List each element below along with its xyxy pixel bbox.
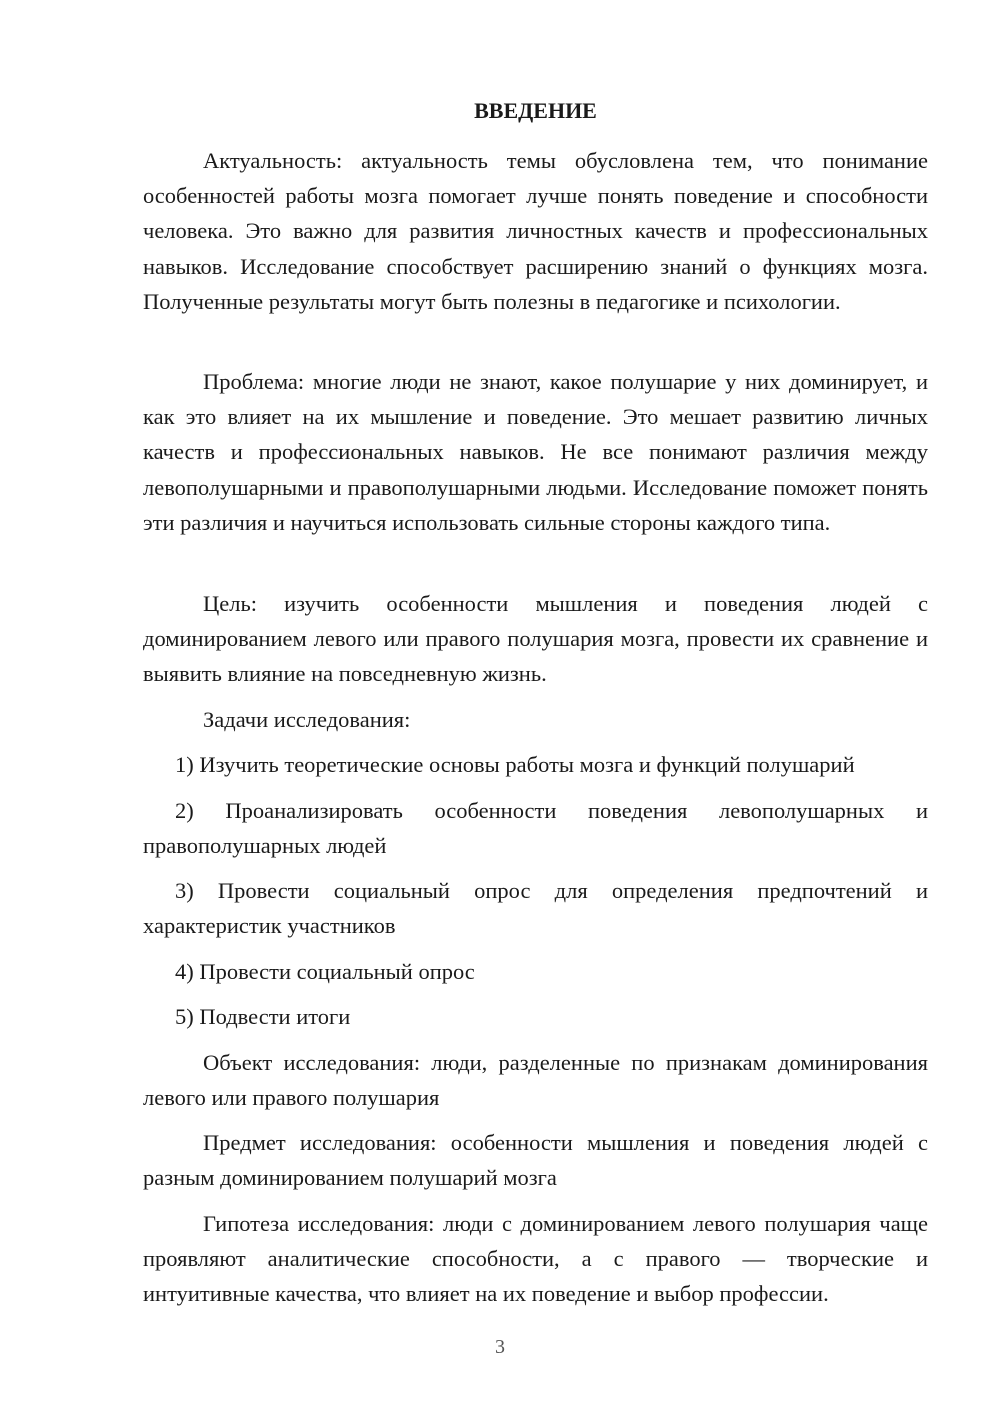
- page-title: ВВЕДЕНИЕ: [474, 98, 597, 123]
- paragraph-relevance: Актуальность: актуальность темы обусловлена тем, что понимание особенностей работы мозга помогает лучше понять поведение и способности человека. Это важно для развития личностных качеств и профессиональных навыков. Исследование способствует расширению знаний о функциях мозга. Полученные результаты могут быть полезны в педагогике и психологии.: [143, 148, 928, 314]
- list-item-task-4: 4) Провести социальный опрос: [175, 959, 475, 984]
- paragraph-problem: Проблема: многие люди не знают, какое полушарие у них доминирует, и как это влияет на их мышление и поведение. Это мешает развитию личных качеств и профессиональных навыков. Не все понимают различия между левополушарными и правополушарными людьми. Исследование поможет понять эти различия и научиться использовать сильные стороны каждого типа.: [143, 369, 928, 535]
- list-item-task-5: 5) Подвести итоги: [175, 1004, 351, 1029]
- page-number: 3: [495, 1336, 505, 1358]
- list-item-task-3: 3) Провести социальный опрос для определения предпочтений и характеристик участников: [143, 878, 928, 939]
- paragraph-hypothesis: Гипотеза исследования: люди с доминированием левого полушария чаще проявляют аналитические способности, а с правого — творческие и интуитивные качества, что влияет на их поведение и выбор профессии.: [143, 1211, 928, 1307]
- paragraph-tasks-heading: Задачи исследования:: [203, 707, 411, 732]
- paragraph-subject: Предмет исследования: особенности мышления и поведения людей с разным доминированием полушарий мозга: [143, 1130, 928, 1191]
- paragraph-goal: Цель: изучить особенности мышления и поведения людей с доминированием левого или правого полушария мозга, провести их сравнение и выявить влияние на повседневную жизнь.: [143, 591, 928, 687]
- list-item-task-1: 1) Изучить теоретические основы работы мозга и функций полушарий: [175, 752, 855, 777]
- list-item-task-2: 2) Проанализировать особенности поведения левополушарных и правополушарных людей: [143, 798, 928, 859]
- paragraph-object: Объект исследования: люди, разделенные по признакам доминирования левого или правого полушария: [143, 1050, 928, 1111]
